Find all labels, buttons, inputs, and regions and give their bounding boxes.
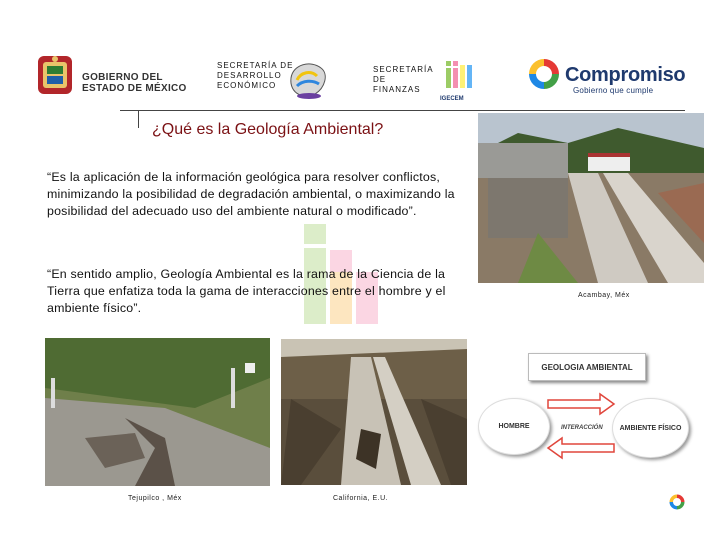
title-divider xyxy=(138,110,139,128)
igecem-logo xyxy=(440,57,490,107)
photo-tejupilco xyxy=(45,338,270,486)
caption-california: California, E.U. xyxy=(333,495,389,502)
gobierno-logo-text xyxy=(82,72,187,94)
secretaria1-line-2: DESARROLLO xyxy=(217,71,282,80)
damaged-road-photo xyxy=(478,113,704,283)
node-ambiente-fisico: AMBIENTE FÍSICO xyxy=(612,398,689,458)
coat-of-arms-icon xyxy=(34,52,80,98)
secretaria2-line-2: DE xyxy=(373,75,387,84)
diagram-header-box: GEOLOGIA AMBIENTAL xyxy=(528,353,646,381)
node-hombre: HOMBRE xyxy=(478,398,550,455)
compromiso-tagline: Gobierno que cumple xyxy=(573,86,654,95)
cracked-road-photo xyxy=(45,338,270,486)
igecem-bars-icon xyxy=(440,57,490,93)
definition-paragraph-1: “Es la aplicación de la información geológica para resolver conflictos, minimizando la posibilidad de degradación ambiental, o maximizando la posibilidad del adecuado uso del ambiente natural o modificado”. xyxy=(47,170,455,218)
secretaria-desarrollo-label xyxy=(217,61,293,91)
connector-label: INTERACCIÓN xyxy=(561,425,603,431)
photo-california xyxy=(281,339,467,485)
collapsed-highway-photo xyxy=(281,339,467,485)
secretaria-finanzas-label xyxy=(373,65,434,95)
footer-logo xyxy=(668,493,686,516)
compromiso-logo xyxy=(526,56,562,97)
gobierno-line-2: ESTADO DE MÉXICO xyxy=(82,83,187,94)
secretaria2-line-3: FINANZAS xyxy=(373,85,421,94)
secretaria1-line-1: SECRETARÍA DE xyxy=(217,61,294,70)
compromiso-swirl-icon xyxy=(526,56,562,92)
igecem-text: IGECEM xyxy=(440,96,464,102)
gobierno-line-1: GOBIERNO DEL xyxy=(82,72,163,83)
secretaria2-line-1: SECRETARÍA xyxy=(373,65,434,74)
compromiso-name: Compromiso xyxy=(565,64,686,86)
caption-acambay: Acambay, Méx xyxy=(578,292,630,299)
compromiso-small-icon xyxy=(668,493,686,511)
secretaria1-line-3: ECONÓMICO xyxy=(217,81,277,90)
caption-tejupilco: Tejupilco , Méx xyxy=(128,495,182,502)
state-map-icon xyxy=(285,58,331,102)
slide-title: ¿Qué es la Geología Ambiental? xyxy=(152,121,384,138)
photo-acambay xyxy=(478,113,704,283)
header-divider xyxy=(120,110,685,111)
desarrollo-economico-logo xyxy=(285,58,331,107)
definition-paragraph-2: “En sentido amplio, Geología Ambiental es la rama de la Ciencia de la Tierra que enfatiza toda la gama de interacciones entre el hombre y el ambiente físico”. xyxy=(47,267,446,315)
